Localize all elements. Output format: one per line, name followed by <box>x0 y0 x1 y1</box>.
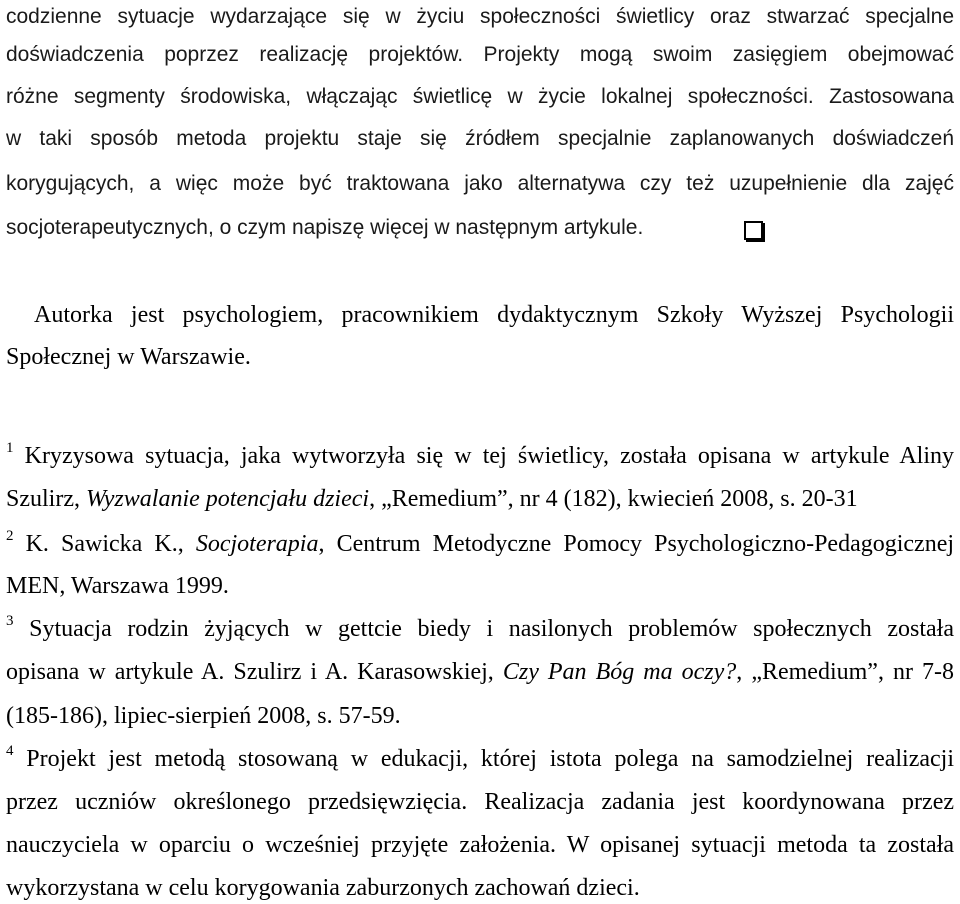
footnote-italic-title: Wyzwalanie potencjału dzieci <box>85 486 370 512</box>
article-line: doświadczenia poprzez realizację projektów. Projekty mogą swoim zasięgiem obejmować <box>6 43 954 66</box>
footnote-text: Projekt jest metodą stosowaną w edukacji, której istota polega na samodzielnej realizacji <box>26 746 955 772</box>
author-line: Społecznej w Warszawie. <box>6 344 251 370</box>
article-line: różne segmenty środowiska, włączając świetlicę w życie lokalnej społeczności. Zastosowana <box>6 85 954 108</box>
article-line: korygujących, a więc może być traktowana jako alternatywa czy też uzupełnienie dla zajęć <box>6 172 954 195</box>
footnote-4-line: nauczyciela w oparciu o wcześniej przyjęte założenia. W opisanej sytuacji metoda ta została <box>6 832 954 858</box>
footnote-text: , „Remedium”, nr 7-8 <box>736 659 955 685</box>
footnote-4-line <box>6 744 954 774</box>
footnote-number: 4 <box>6 743 14 759</box>
footnote-1-line <box>6 484 954 514</box>
article-line: codzienne sytuacje wydarzające się w życiu społeczności świetlicy oraz stwarzać specjalne <box>6 5 954 28</box>
footnote-text: Kryzysowa sytuacja, jaka wytworzyła się w tej świetlicy, została opisana w artykule Aliny <box>24 443 955 469</box>
footnote-text: Sytuacja rodzin żyjących w gettcie biedy i nasilonych problemów społecznych została <box>29 616 955 642</box>
footnote-4-line: przez uczniów określonego przedsięwzięcia. Realizacja zadania jest koordynowana przez <box>6 789 954 815</box>
footnote-2-line: MEN, Warszawa 1999. <box>6 573 229 599</box>
footnote-text: , „Remedium”, nr 4 (182), kwiecień 2008, s. 20-31 <box>369 486 858 512</box>
author-line: Autorka jest psychologiem, pracownikiem dydaktycznym Szkoły Wyższej Psychologii <box>34 302 954 328</box>
end-of-article-checkbox-icon <box>744 221 763 240</box>
footnote-text: Szulirz, <box>6 486 86 512</box>
footnote-number: 1 <box>6 440 14 456</box>
footnote-text: , Centrum Metodyczne Pomocy Psychologiczno-Pedagogicznej <box>318 531 955 557</box>
footnote-3-line <box>6 657 954 687</box>
footnote-2-line <box>6 529 954 559</box>
footnote-4-line: wykorzystana w celu korygowania zaburzonych zachowań dzieci. <box>6 875 640 901</box>
footnote-3-line: (185-186), lipiec-sierpień 2008, s. 57-59. <box>6 703 401 729</box>
article-line: w taki sposób metoda projektu staje się źródłem specjalnie zaplanowanych doświadczeń <box>6 127 954 150</box>
article-line: socjoterapeutycznych, o czym napiszę więcej w następnym artykule. <box>6 216 644 239</box>
footnote-number: 2 <box>6 528 14 544</box>
footnote-3-line <box>6 614 954 644</box>
footnote-number: 3 <box>6 613 14 629</box>
footnote-text: opisana w artykule A. Szulirz i A. Karasowskiej, <box>6 659 503 685</box>
footnote-italic-title: Socjoterapia <box>195 531 319 557</box>
footnote-1-line <box>6 441 954 471</box>
footnote-text: K. Sawicka K., <box>25 531 196 557</box>
footnote-italic-title: Czy Pan Bóg ma oczy? <box>502 659 737 685</box>
